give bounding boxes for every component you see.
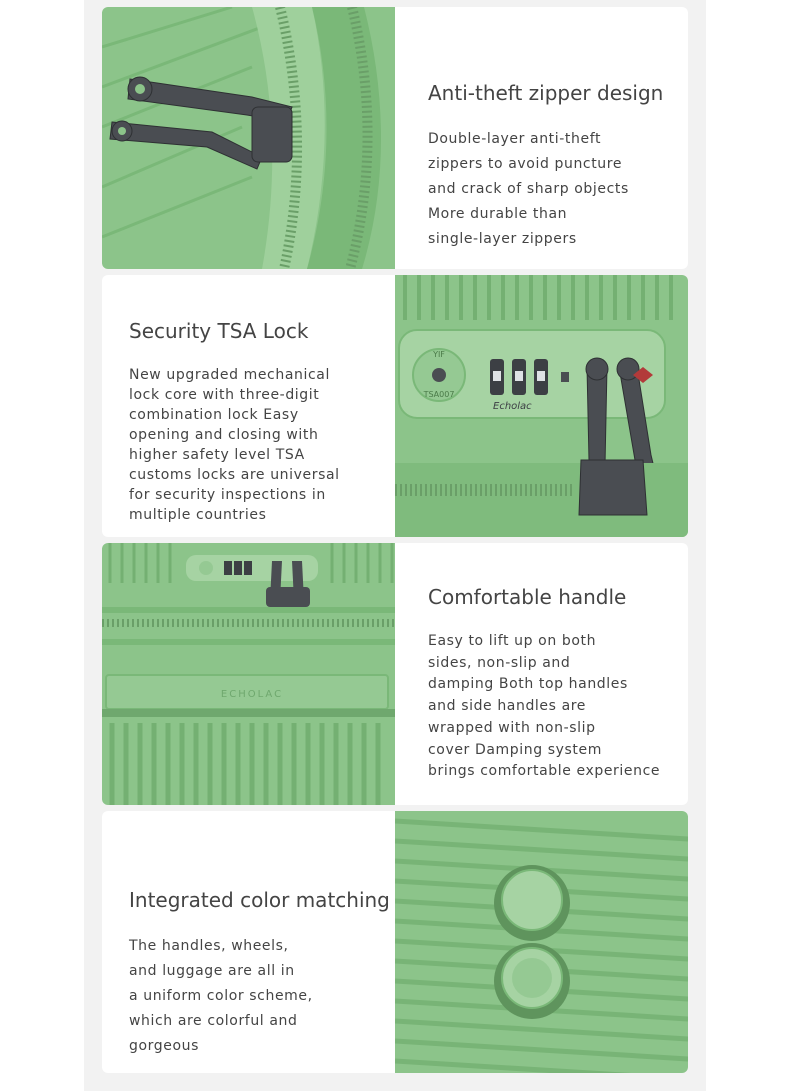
description-line: customs locks are universal [129,467,340,483]
feature-card-tsa-lock [102,275,688,537]
feature-title: Integrated color matching [129,888,390,912]
feature-title: Anti-theft zipper design [428,81,664,105]
description-line: and side handles are [428,698,587,715]
description-line: gorgeous [129,1038,199,1054]
description-line: wrapped with non-slip [428,719,596,736]
feature-description [129,365,340,525]
feature-description [428,631,660,783]
description-line: opening and closing with [129,427,319,443]
handle-photo [102,543,395,805]
description-line: lock core with three-digit [129,387,320,403]
zipper-photo [102,7,395,269]
description-line: sides, non-slip and [428,654,571,671]
description-line: More durable than [428,206,568,222]
description-line: a uniform color scheme, [129,988,313,1004]
description-line: multiple countries [129,507,267,523]
description-line: brings comfortable experience [428,763,661,780]
description-line: damping Both top handles [428,676,628,693]
feature-description [129,934,313,1059]
tsa-lock-text [129,275,422,537]
description-line: Easy to lift up on both [428,633,597,649]
description-line: higher safety level TSA [129,447,305,463]
handle-brand: ECHOLAC [220,689,284,700]
feature-title: Security TSA Lock [129,319,309,343]
feature-card-zipper [102,7,688,269]
brand-logo: Echolac [493,401,532,412]
feature-card-color-matching [102,811,688,1073]
tsa-lock-photo [395,275,688,537]
description-line: The handles, wheels, [129,938,289,954]
description-line: Double-layer anti-theft [428,131,602,147]
description-line: single-layer zippers [428,231,577,247]
handle-text [428,543,688,805]
description-line: cover Damping system [428,741,602,758]
feature-description [428,127,629,252]
description-line: which are colorful and [129,1013,298,1029]
feature-title: Comfortable handle [428,585,627,609]
description-line: and crack of sharp objects [428,181,629,197]
description-line: for security inspections in [129,487,326,503]
feature-card-handle [102,543,688,805]
description-line: and luggage are all in [129,963,295,979]
lock-label: TSA007 [423,390,455,399]
wheels-photo [395,811,688,1073]
color-matching-text [129,811,422,1073]
description-line: New upgraded mechanical [129,367,330,383]
lock-top-label: YIF [433,350,445,359]
zipper-text [428,7,688,269]
description-line: zippers to avoid puncture [428,156,623,172]
description-line: combination lock Easy [129,407,299,423]
